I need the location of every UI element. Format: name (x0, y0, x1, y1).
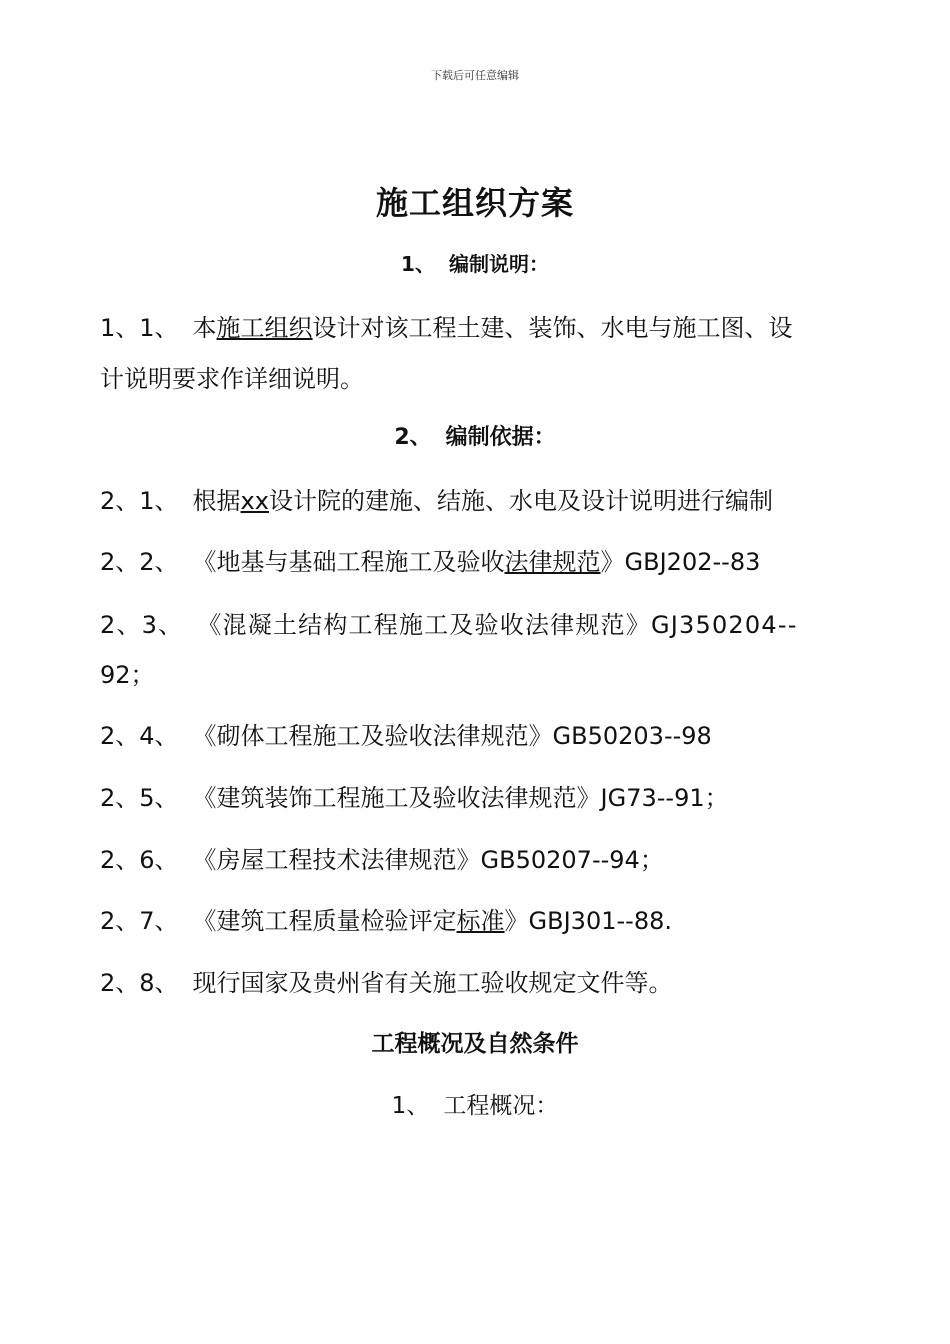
paragraph-2-7-post: 》GBJ301--88. (504, 907, 672, 935)
paragraph-2-3-number: 2、3、 (100, 611, 184, 639)
paragraph-2-1-number: 2、1、 (100, 487, 179, 515)
paragraph-2-5-text: 《建筑装饰工程施工及验收法律规范》JG73--91； (192, 784, 729, 812)
legal-norm-link[interactable]: 法律规范 (504, 548, 601, 576)
section-2-heading (0, 420, 950, 451)
paragraph-2-2-number: 2、2、 (100, 548, 179, 576)
paragraph-2-6-text: 《房屋工程技术法律规范》GB50207--94； (192, 846, 664, 874)
paragraph-2-8-number: 2、8、 (100, 969, 179, 997)
section-3-1-title: 工程概况： (443, 1093, 559, 1119)
section-1-title: 编制说明： (448, 252, 549, 276)
section-3-heading: 工程概况及自然条件 (371, 1031, 579, 1057)
standard-link[interactable]: 标准 (456, 907, 505, 935)
paragraph-2-3-line2: 92； (100, 661, 155, 689)
paragraph-2-4 (100, 716, 860, 751)
paragraph-2-5 (100, 778, 860, 813)
paragraph-2-4-number: 2、4、 (100, 722, 179, 750)
section-3-1-heading (0, 1087, 950, 1120)
paragraph-2-7-number: 2、7、 (100, 907, 179, 935)
paragraph-2-2 (100, 542, 860, 577)
section-1-heading (0, 248, 950, 277)
paragraph-2-7-pre: 《建筑工程质量检验评定 (192, 907, 457, 935)
xx-link[interactable]: xx (240, 487, 269, 515)
paragraph-2-4-text: 《砌体工程施工及验收法律规范》GB50203--98 (192, 722, 712, 750)
section-2-title: 编制依据： (445, 425, 556, 450)
paragraph-2-3-text: 《混凝土结构工程施工及验收法律规范》GJ350204-- (197, 611, 798, 639)
section-1-number: 1、 (401, 252, 435, 276)
paragraph-2-6-number: 2、6、 (100, 846, 179, 874)
header-note: 下载后可任意编辑 (431, 69, 519, 82)
paragraph-2-6 (100, 840, 860, 875)
document-title: 施工组织方案 (375, 184, 574, 222)
paragraph-1-1-number: 1、1、 (100, 314, 179, 342)
paragraph-1-1-line2: 计说明要求作详细说明。 (100, 365, 364, 393)
paragraph-2-1-pre: 根据 (192, 487, 241, 515)
paragraph-1-1-post: 设计对该工程土建、装饰、水电与施工图、设 (312, 314, 793, 342)
paragraph-2-7 (100, 901, 860, 936)
section-3-1-number: 1、 (391, 1093, 430, 1119)
paragraph-2-3 (100, 605, 860, 640)
construction-org-link[interactable]: 施工组织 (216, 314, 313, 342)
paragraph-2-2-post: 》GBJ202--83 (600, 548, 761, 576)
paragraph-2-8 (100, 963, 860, 998)
paragraph-1-1 (100, 308, 860, 343)
paragraph-2-5-number: 2、5、 (100, 784, 179, 812)
section-2-number: 2、 (394, 425, 432, 450)
paragraph-2-1 (100, 481, 860, 516)
paragraph-2-1-post: 设计院的建施、结施、水电及设计说明进行编制 (268, 487, 773, 515)
paragraph-1-1-pre: 本 (192, 314, 217, 342)
paragraph-2-2-pre: 《地基与基础工程施工及验收 (192, 548, 505, 576)
paragraph-2-8-text: 现行国家及贵州省有关施工验收规定文件等。 (192, 969, 673, 997)
